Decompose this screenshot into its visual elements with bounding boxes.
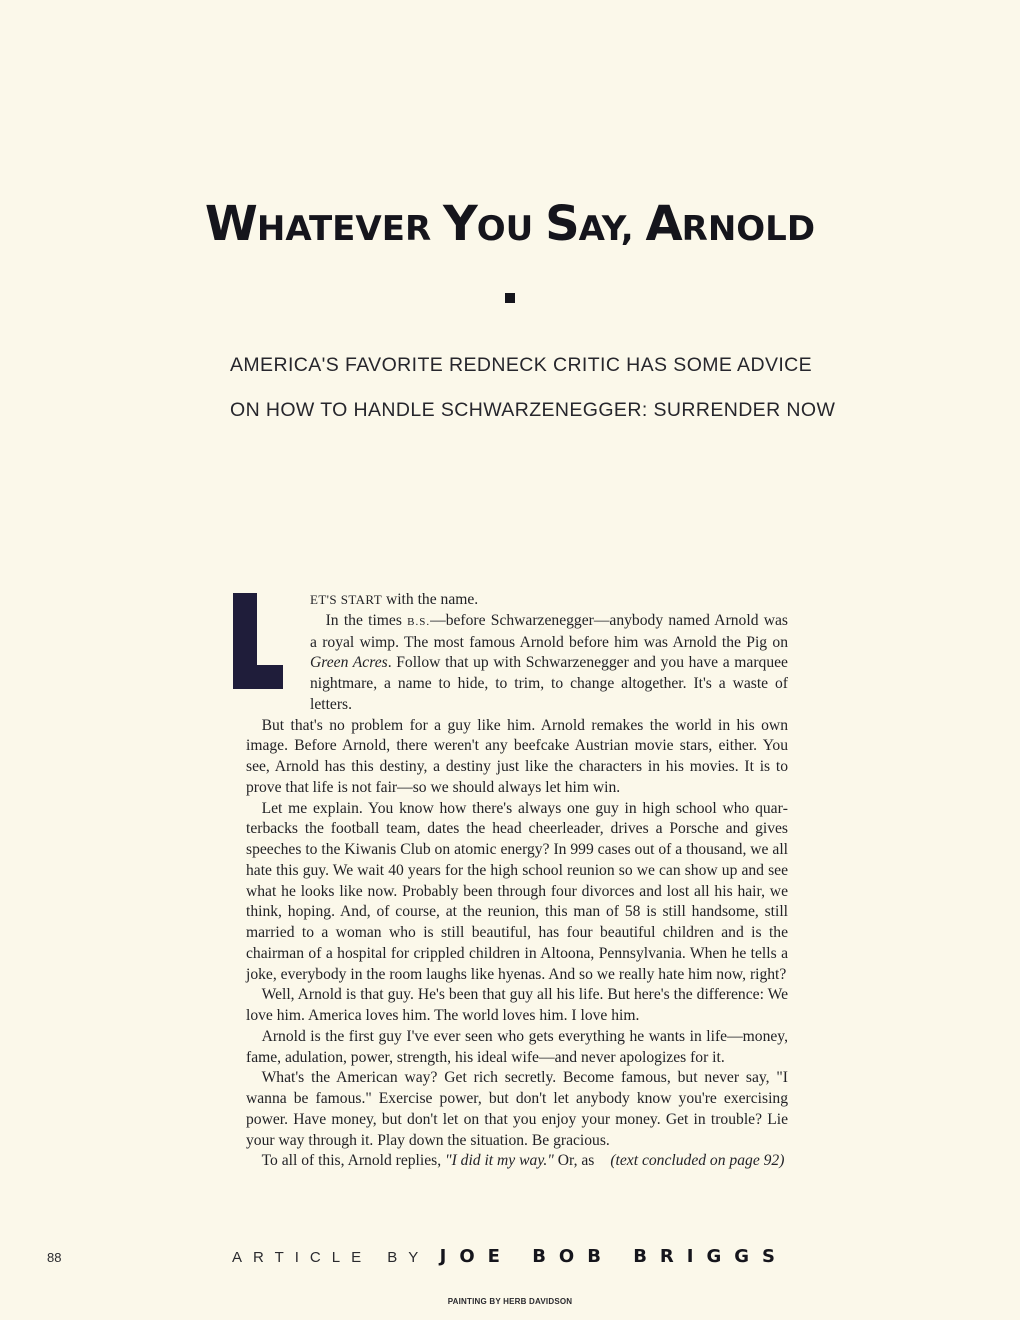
title-word-3: SAY,: [545, 196, 646, 252]
article-body: [246, 590, 788, 1172]
title-word-1: WHATEVER: [204, 196, 443, 252]
paragraph-8: To all of this, Arnold replies, "I did it my way." Or, as (text concluded on page 92): [261, 1152, 785, 1170]
byline-label: ARTICLE BY: [232, 1249, 430, 1266]
page-number: 88: [47, 1250, 62, 1265]
paragraph-4: Let me explain. You know how there's always one guy in high school who quarterbacks the football team, dates the head cheerleader, drives a Porsche and gives speeches to the Kiwanis Club on atomic energy? In 999 cases out of a thousand, we all hate this guy. We wait 40 years for the high school reunion so we can show up and see what he looks like now. Probably been through four divorces and lost all his hair, we think, hoping. And, of course, at the reunion, this man of 58 is still handsome, still married to a woman who is still beautiful, has four beautiful children and is the chairman of a hospital for crippled children in Altoona, Pennsylvania. When he tells a joke, everybody in the room laughs like hyenas. And so we really hate him now, right?: [246, 799, 788, 983]
title-word-4: ARNOLD: [645, 196, 816, 252]
paragraph-2: In the times B.S.—before Schwarzenegger—anybody named Arnold was a royal wimp. The most famous Arnold before him was Arnold the Pig on Green Acres. Follow that up with Schwarzenegger and you have a marquee nightmare, a name to hide, to trim, to change altogether. It's a waste of letters.: [310, 611, 788, 713]
title-word-2: YOU: [442, 196, 546, 252]
paragraph-5: Well, Arnold is that guy. He's been that guy all his life. But here's the difference: We love him. America loves him. The world loves him. I love him.: [246, 986, 788, 1024]
deck-line-2: ON HOW TO HANDLE SCHWARZENEGGER: SURRENDER NOW: [230, 399, 836, 421]
paragraph-7: What's the American way? Get rich secretly. Become famous, but never say, "I wanna be famous." Exercise power, but don't let anybody know you're exercising power. Have money, but don't let on that you enjoy your money. Get in trouble? Lie your way through it. Play down the situation. Be gracious.: [246, 1069, 788, 1149]
byline: [232, 1246, 788, 1267]
paragraph-6: Arnold is the first guy I've ever seen who gets everything he wants in life—money, fame, adulation, power, strength, his ideal wife—and never apologizes for it.: [246, 1027, 788, 1066]
article-title: [0, 196, 1020, 252]
title-bullet-ornament: [505, 293, 515, 303]
photo-credit: PAINTING BY HERB DAVIDSON: [447, 1297, 573, 1306]
continued-note: (text concluded on page 92): [610, 1152, 785, 1170]
paragraph-3: But that's no problem for a guy like him. Arnold remakes the world in his own image. Before Arnold, there weren't any beefcake Austrian movie stars, either. You see, Arnold has this destiny, a destiny just like the characters in his movies. It is to prove that life is not fair—so we should always let him win.: [246, 716, 788, 796]
paragraph-1: ET'S START with the name.: [310, 591, 479, 608]
author-name: JOE BOB BRIGGS: [439, 1246, 788, 1267]
deck-line-1: AMERICA'S FAVORITE REDNECK CRITIC HAS SOME ADVICE: [230, 354, 813, 376]
